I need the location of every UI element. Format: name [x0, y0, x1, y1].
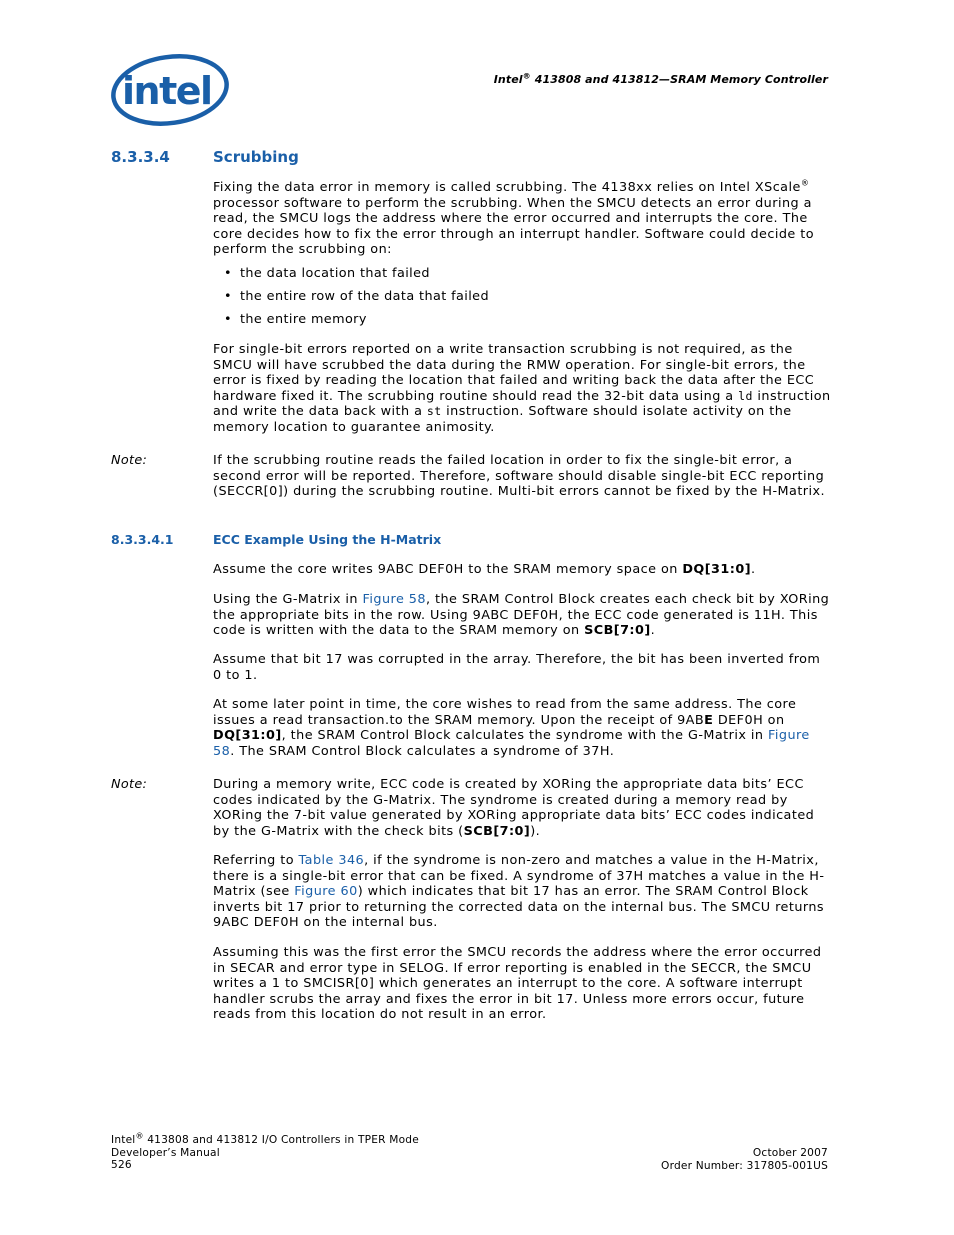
logo-wordmark: intel [122, 69, 212, 113]
ecc-paragraph-6: Assuming this was the first error the SMCU records the address where the error occurred in SECAR and error type in SELOG. If error reporting is enabled in the SECCR, the SMCU writes a 1 to SMCISR[0] which generates an interrupt to the core. A software interrupt handler scrubs the array and fixes the error in bit 17. Unless more errors occur, future reads from this location do not result in an error. [213, 945, 822, 1023]
footer-left [111, 1131, 419, 1172]
footer-product-line: Intel® 413808 and 413812 I/O Controllers in TPER Mode [111, 1131, 419, 1146]
section-number: 8.3.3.4 [111, 148, 170, 166]
footer-order-number: Order Number: 317805-001US [661, 1159, 828, 1172]
note-label: Note: [111, 777, 148, 792]
note-paragraph: During a memory write, ECC code is created by XORing the appropriate data bits’ ECC codes indicated by the G-Matrix. The syndrome is created during a memory read by XORing the 7-bit value generated by XORing appropriate data bits’ ECC codes indicated by the G-Matrix with the check bits (SCB[7:0]). [213, 777, 815, 839]
note-label: Note: [111, 453, 148, 468]
intel-logo [108, 48, 230, 130]
ecc-paragraph-5: Referring to Table 346, if the syndrome is non-zero and matches a value in the H-Matrix, there is a single-bit error that can be fixed. A syndrome of 37H matches a value in the H-Matrix (see Figure 60) which indicates that bit 17 has an error. The SRAM Control Block inverts bit 17 prior to returning the corrected data on the internal bus. The SMCU returns 9ABC DEF0H on the internal bus. [213, 853, 825, 931]
document-header-title: Intel® 413808 and 413812—SRAM Memory Controller [493, 71, 828, 86]
figure-58-link[interactable]: Figure 58 [362, 592, 426, 607]
footer-manual-line: Developer’s Manual [111, 1146, 220, 1159]
table-346-link[interactable]: Table 346 [298, 853, 365, 868]
footer-right [661, 1147, 828, 1172]
subsection-number: 8.3.3.4.1 [111, 532, 174, 547]
figure-58-link[interactable]: Figure 58 [213, 728, 810, 759]
figure-60-link[interactable]: Figure 60 [294, 884, 358, 900]
ecc-paragraph-2: Using the G-Matrix in Figure 58, the SRAM Control Block creates each check bit by XORing the appropriate bits in the row. Using 9ABC DEF0H, the ECC code generated is 11H. This code is written with the data to the SRAM memory on SCB[7:0]. [213, 592, 830, 639]
single-bit-error-paragraph: For single-bit errors reported on a write transaction scrubbing is not required, as the SMCU will have scrubbed the data during the RMW operation. For single-bit errors, the error is fixed by reading the location that failed and writing back the data after the ECC hardware fixed it. The scrubbing routine should read the 32-bit data using a ld instruction and write the data back with a st instruction. Software should isolate activity on the memory location to guarantee animosity. [213, 342, 831, 435]
section-title: Scrubbing [213, 148, 299, 166]
subsection-title: ECC Example Using the H-Matrix [213, 532, 442, 547]
footer-date: October 2007 [752, 1147, 828, 1159]
section-intro-paragraph: Fixing the data error in memory is called scrubbing. The 4138xx relies on Intel XScale® processor software to perform the scrubbing. When the SMCU detects an error during a read, the SMCU logs the address where the error occurred and interrupts the core. The core decides how to fix the error through an interrupt handler. Software could decide to perform the scrubbing on: [213, 178, 814, 258]
ecc-paragraph-4: At some later point in time, the core wishes to read from the same address. The core issues a read transaction.to the SRAM memory. Upon the receipt of 9ABE DEF0H on DQ[31:0], the SRAM Control Block calculates the syndrome with the G-Matrix in Figure 58. The SRAM Control Block calculates a syndrome of 37H. [213, 697, 810, 759]
ecc-paragraph-3: Assume that bit 17 was corrupted in the array. Therefore, the bit has been inverted from 0 to 1. [213, 652, 821, 683]
note-paragraph: If the scrubbing routine reads the failed location in order to fix the single-bit error, a second error will be reported. Therefore, software should disable single-bit ECC reporting (SECCR[0]) during the scrubbing routine. Multi-bit errors cannot be fixed by the H-Matrix. [213, 453, 826, 500]
ecc-paragraph-1: Assume the core writes 9ABC DEF0H to the SRAM memory space on DQ[31:0]. [213, 562, 756, 577]
footer-page-number: 526 [111, 1159, 132, 1172]
